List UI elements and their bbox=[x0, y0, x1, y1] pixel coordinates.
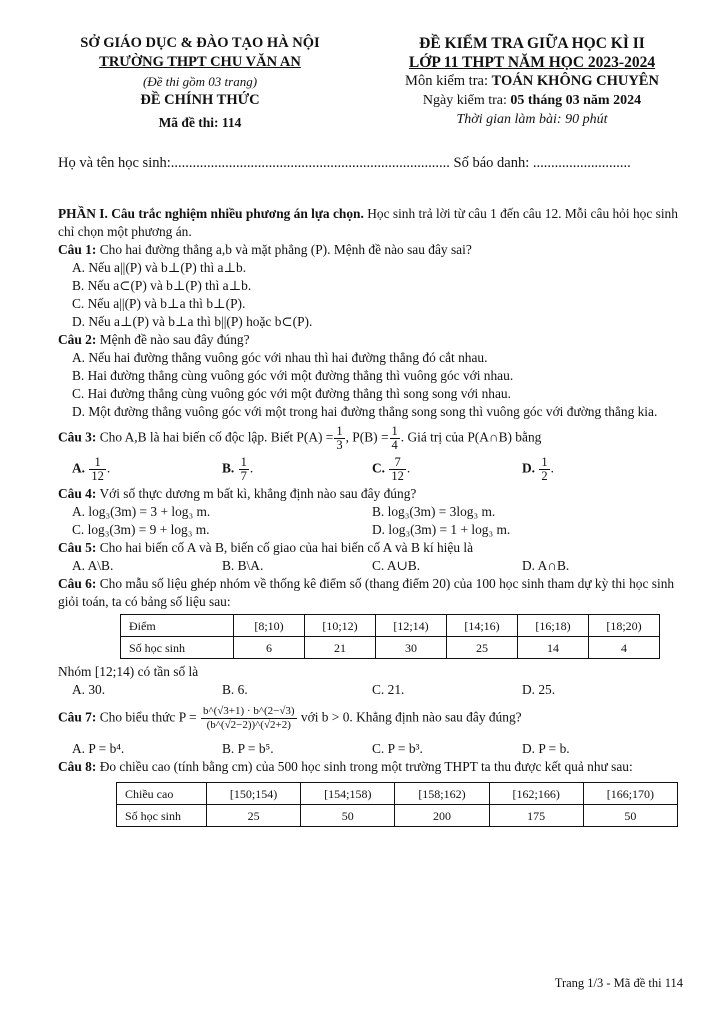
q6-text: Cho mẫu số liệu ghép nhóm về thống kê điểm số (thang điểm 20) của 100 học sinh tham dự kỳ thi học sinh giỏi toán, ta có bảng số liệu sau: bbox=[58, 576, 675, 609]
q8-table-cell: [158;162) bbox=[395, 783, 489, 805]
q4-option-d: D. log₃(3m) = 1 + log₃ m. bbox=[372, 522, 511, 537]
subject-label: Môn kiểm tra: bbox=[405, 73, 489, 89]
q3-option-b: B. $\frac{1}{7}$ . bbox=[222, 455, 254, 483]
header-right bbox=[362, 34, 702, 129]
q3-fraction-pa bbox=[334, 425, 344, 452]
q6-table-row-score bbox=[121, 615, 660, 637]
q3-pb-numerator: 1 bbox=[391, 424, 398, 438]
q8-table-cell: 175 bbox=[489, 805, 583, 827]
q8-table bbox=[116, 782, 678, 827]
q3-text-c: . Giá trị của P(A∩B) bằng bbox=[400, 429, 542, 445]
q3-option-c-fraction bbox=[389, 456, 406, 483]
q3-stem bbox=[58, 425, 678, 452]
q3-option-a: A. $\frac{1}{12}$ . bbox=[72, 455, 111, 483]
q5-text: Cho hai biến cố A và B, biến cố giao của hai biến cố A và B kí hiệu là bbox=[99, 540, 474, 555]
q8-table-cell: [154;158) bbox=[301, 783, 395, 805]
exam-duration: Thời gian làm bài: 90 phút bbox=[456, 112, 608, 127]
q6-option-a: A. 30. bbox=[72, 682, 106, 697]
part1-title: PHẦN I. Câu trắc nghiệm nhiều phương án lựa chọn. bbox=[58, 206, 364, 221]
q3-option-a-fraction bbox=[89, 456, 106, 483]
q7-fraction bbox=[201, 705, 297, 732]
q3-option-a-letter: A. bbox=[72, 460, 86, 476]
q5-stem bbox=[58, 539, 678, 557]
q6-table-cell: 4 bbox=[589, 637, 660, 659]
q6-option-c: C. 21. bbox=[372, 682, 405, 697]
q7-option-b: B. P = b⁵. bbox=[222, 741, 274, 756]
q3-option-c-den: 12 bbox=[391, 469, 404, 483]
q3-option-c: C. $\frac{7}{12}$ . bbox=[372, 455, 411, 483]
q8-table-row-height bbox=[117, 783, 678, 805]
q6-table-cell: 6 bbox=[234, 637, 305, 659]
q3-option-d: D. $\frac{1}{2}$ . bbox=[522, 455, 554, 483]
q1-label: Câu 1: bbox=[58, 242, 97, 257]
q5-option-c: C. A∪B. bbox=[372, 558, 421, 573]
q6-label: Câu 6: bbox=[58, 576, 97, 591]
q2-option-c: C. Hai đường thẳng cùng vuông góc với một đường thẳng thì song song với nhau. bbox=[72, 386, 511, 401]
q4-option-b: B. log₃(3m) = 3log₃ m. bbox=[372, 504, 496, 519]
q3-option-b-fraction bbox=[239, 456, 249, 483]
official-label: ĐỀ CHÍNH THỨC bbox=[140, 92, 260, 108]
q8-table-cell: [150;154) bbox=[206, 783, 300, 805]
q6-table bbox=[120, 614, 660, 659]
exam-title: ĐỀ KIỂM TRA GIỮA HỌC KÌ II bbox=[419, 35, 645, 52]
q6-table-head-count: Số học sinh bbox=[121, 637, 234, 659]
q5-option-d: D. A∩B. bbox=[522, 558, 570, 573]
q4-option-c: C. log₃(3m) = 9 + log₃ m. bbox=[72, 522, 210, 537]
student-info-line: Họ và tên học sinh:............................................................................. Số báo danh: ........................... bbox=[58, 155, 631, 171]
q3-option-c-letter: C. bbox=[372, 460, 386, 476]
q3-pa-numerator: 1 bbox=[336, 424, 343, 438]
q8-table-head-height: Chiều cao bbox=[117, 783, 207, 805]
q8-stem bbox=[58, 758, 678, 776]
q3-option-a-num: 1 bbox=[89, 456, 106, 470]
q7-label: Câu 7: bbox=[58, 709, 97, 725]
exam-code: Mã đề thi: 114 bbox=[158, 115, 242, 130]
q6-table-cell: [8;10) bbox=[234, 615, 305, 637]
part1-instruction: Học sinh trả lời từ câu 1 đến câu 12. Mỗi câu hỏi học sinh chỉ chọn một phương án. bbox=[58, 206, 678, 239]
q1-option-c: C. Nếu a||(P) và b⊥a thì b⊥(P). bbox=[72, 296, 246, 311]
q6-table-cell: 14 bbox=[518, 637, 589, 659]
q8-table-row-count bbox=[117, 805, 678, 827]
q1-option-d: D. Nếu a⊥(P) và b⊥a thì b||(P) hoặc b⊂(P). bbox=[72, 314, 313, 329]
q6-table-cell: [16;18) bbox=[518, 615, 589, 637]
q8-table-cell: [166;170) bbox=[583, 783, 677, 805]
q1-text: Cho hai đường thẳng a,b và mặt phẳng (P). Mệnh đề nào sau đây sai? bbox=[99, 242, 472, 257]
q8-text: Đo chiều cao (tính bằng cm) của 500 học sinh trong một trường THPT ta thu được kết quả như sau: bbox=[99, 759, 633, 774]
school-name: TRƯỜNG THPT CHU VĂN AN bbox=[99, 54, 301, 70]
department-name: SỞ GIÁO DỤC & ĐÀO TẠO HÀ NỘI bbox=[80, 35, 320, 51]
q6-table-cell: [14;16) bbox=[447, 615, 518, 637]
q7-option-d: D. P = b. bbox=[522, 741, 570, 756]
q8-table-cell: 50 bbox=[583, 805, 677, 827]
q1-stem bbox=[58, 241, 678, 259]
q5-label: Câu 5: bbox=[58, 540, 97, 555]
exam-date bbox=[362, 91, 702, 110]
q3-option-d-fraction bbox=[539, 456, 549, 483]
q3-options bbox=[58, 456, 678, 483]
q6-table-cell: [12;14) bbox=[376, 615, 447, 637]
q4-option-a: A. log₃(3m) = 3 + log₃ m. bbox=[72, 504, 211, 519]
q6-option-b: B. 6. bbox=[222, 682, 248, 697]
q7-stem bbox=[58, 705, 678, 732]
q3-option-b-letter: B. bbox=[222, 460, 235, 476]
q3-option-b-den: 7 bbox=[240, 469, 247, 483]
q7-text-a: Cho biểu thức P = bbox=[99, 709, 197, 725]
exam-content bbox=[58, 205, 678, 827]
page-footer: Trang 1/3 - Mã đề thi 114 bbox=[554, 976, 683, 990]
q3-fraction-pb bbox=[390, 425, 400, 452]
q2-text: Mệnh đề nào sau đây đúng? bbox=[99, 332, 250, 347]
q4-options-row2 bbox=[58, 521, 678, 539]
q8-table-cell: 25 bbox=[206, 805, 300, 827]
q3-pb-denominator: 4 bbox=[391, 438, 398, 452]
q3-label: Câu 3: bbox=[58, 429, 97, 445]
q6-table-cell: [18;20) bbox=[589, 615, 660, 637]
q2-stem bbox=[58, 331, 678, 349]
q8-table-cell: 50 bbox=[301, 805, 395, 827]
q5-option-b: B. B\A. bbox=[222, 558, 264, 573]
q2-option-d: D. Một đường thẳng vuông góc với một trong hai đường thẳng song song thì vuông góc với đường thẳng kia. bbox=[72, 404, 658, 419]
date-value: 05 tháng 03 năm 2024 bbox=[510, 93, 642, 108]
q6-option-d: D. 25. bbox=[522, 682, 556, 697]
q4-label: Câu 4: bbox=[58, 486, 97, 501]
q6-table-head-score: Điểm bbox=[121, 615, 234, 637]
q3-text-b: , P(B) = bbox=[345, 429, 389, 445]
header-left bbox=[40, 34, 360, 132]
q3-pa-denominator: 3 bbox=[336, 438, 343, 452]
q4-text: Với số thực dương m bất kì, khẳng định nào sau đây đúng? bbox=[99, 486, 417, 501]
q7-option-a: A. P = b⁴. bbox=[72, 741, 125, 756]
q3-text-a: Cho A,B là hai biến cố độc lập. Biết P(A) = bbox=[99, 429, 334, 445]
q8-table-cell: 200 bbox=[395, 805, 489, 827]
q3-option-d-num: 1 bbox=[541, 455, 548, 469]
q1-option-b: B. Nếu a⊂(P) và b⊥(P) thì a⊥b. bbox=[72, 278, 252, 293]
q6-table-cell: 30 bbox=[376, 637, 447, 659]
q2-option-a: A. Nếu hai đường thẳng vuông góc với nhau thì hai đường thẳng đó cắt nhau. bbox=[72, 350, 488, 365]
q3-option-a-den: 12 bbox=[91, 469, 104, 483]
q8-table-head-count: Số học sinh bbox=[117, 805, 207, 827]
q3-option-d-letter: D. bbox=[522, 460, 536, 476]
q6-stem bbox=[58, 575, 678, 611]
q2-option-b: B. Hai đường thẳng cùng vuông góc với một đường thẳng thì vuông góc với nhau. bbox=[72, 368, 514, 383]
q7-text-b: với b > 0. Khẳng định nào sau đây đúng? bbox=[300, 709, 522, 725]
q6-table-cell: [10;12) bbox=[305, 615, 376, 637]
date-label: Ngày kiểm tra: bbox=[422, 93, 507, 108]
q6-table-cell: 21 bbox=[305, 637, 376, 659]
q8-label: Câu 8: bbox=[58, 759, 97, 774]
exam-grade-year: LỚP 11 THPT NĂM HỌC 2023-2024 bbox=[408, 54, 656, 71]
q2-label: Câu 2: bbox=[58, 332, 97, 347]
q3-option-b-num: 1 bbox=[240, 455, 247, 469]
q6-table-row-count bbox=[121, 637, 660, 659]
q6-table-cell: 25 bbox=[447, 637, 518, 659]
q4-stem bbox=[58, 485, 678, 503]
q1-option-a: A. Nếu a||(P) và b⊥(P) thì a⊥b. bbox=[72, 260, 247, 275]
q7-numerator: b^(√3+1) · b^(2−√3) bbox=[202, 705, 295, 717]
q3-option-c-num: 7 bbox=[389, 456, 406, 470]
q6-question: Nhóm [12;14) có tần số là bbox=[58, 664, 199, 679]
subject-value: TOÁN KHÔNG CHUYÊN bbox=[491, 73, 659, 89]
q7-denominator: (b^(√2−2))^(√2+2) bbox=[206, 719, 291, 731]
q5-options bbox=[58, 557, 678, 575]
q7-option-c: C. P = b³. bbox=[372, 741, 423, 756]
exam-subject bbox=[362, 72, 702, 91]
q4-options-row1 bbox=[58, 503, 678, 521]
q6-options bbox=[58, 681, 678, 699]
page-count-note: (Đề thi gồm 03 trang) bbox=[142, 74, 258, 89]
q8-table-cell: [162;166) bbox=[489, 783, 583, 805]
q7-options bbox=[58, 740, 678, 758]
part1-heading bbox=[58, 205, 678, 241]
q5-option-a: A. A\B. bbox=[72, 558, 114, 573]
q3-option-d-den: 2 bbox=[541, 469, 548, 483]
